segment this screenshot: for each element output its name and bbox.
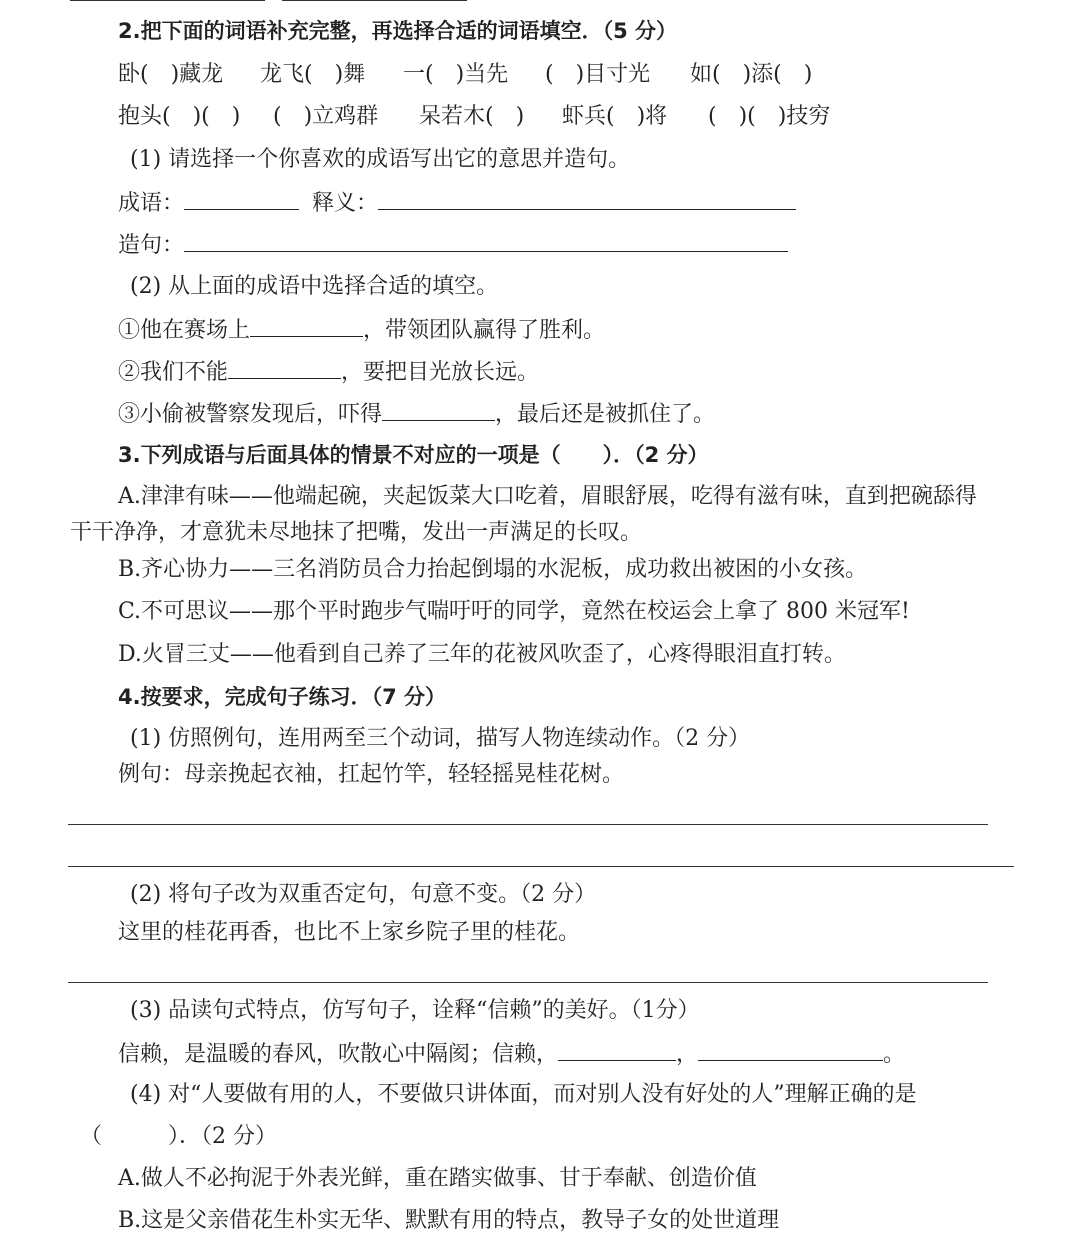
idiom-1-2: 龙飞( )舞 — [260, 62, 366, 87]
idiom-1-1: 卧( )藏龙 — [118, 62, 224, 87]
q2-fill-2 — [118, 356, 539, 388]
q4-sub4-tail: （ ）．（2 分） — [80, 1124, 277, 1149]
idiom-1-4: ( )目寸光 — [545, 62, 651, 87]
fill-2-suffix: ，要把目光放长远。 — [341, 360, 540, 385]
idiom-2-3: 呆若木( ) — [419, 104, 525, 129]
fill-2-prefix: ②我们不能 — [118, 360, 229, 385]
q4-example: 例句：母亲挽起衣袖，扛起竹竿，轻轻摇晃桂花树。 — [118, 762, 625, 787]
q4-option-a: A.做人不必拘泥于外表光鲜，重在踏实做事、甘于奉献、创造价值 — [118, 1166, 757, 1191]
sentence-answer-blank[interactable] — [184, 229, 788, 252]
q3-title: 3.下列成语与后面具体的情景不对应的一项是（ ）．（2 分） — [118, 443, 709, 467]
fill-1-prefix: ①他在赛场上 — [118, 318, 251, 343]
q4-sub2: (2) 将句子改为双重否定句，句意不变。（2 分） — [130, 882, 597, 907]
sentence-label: 造句： — [118, 233, 185, 258]
fill-1-blank[interactable] — [250, 314, 363, 337]
idiom-2-4: 虾兵( )将 — [562, 104, 668, 129]
idiom-2-1: 抱头( )( ) — [118, 104, 241, 129]
top-rule-right — [282, 0, 467, 1]
meaning-label: 释义： — [312, 191, 379, 216]
fill-3-prefix: ③小偷被警察发现后，吓得 — [118, 402, 383, 427]
q2-idioms-row2 — [118, 102, 830, 132]
idiom-answer-blank[interactable] — [184, 187, 299, 210]
fill-3-blank[interactable] — [382, 398, 495, 421]
q3-option-a-line1: A.津津有味——他端起碗，夹起饭菜大口吃着，眉眼舒展，吃得有滋有味，直到把碗舔得 — [118, 484, 977, 509]
q3-option-a-line2: 干干净净，才意犹未尽地抹了把嘴，发出一声满足的长叹。 — [70, 520, 643, 545]
trust-blank-2[interactable] — [698, 1038, 883, 1061]
q4-sub3: (3) 品读句式特点，仿写句子，诠释“信赖”的美好。（1分） — [130, 998, 700, 1023]
trust-blank-1[interactable] — [558, 1038, 676, 1061]
meaning-answer-blank[interactable] — [378, 187, 796, 210]
q4-sub4: (4) 对“人要做有用的人，不要做只讲体面，而对别人没有好处的人”理解正确的是 — [130, 1082, 917, 1107]
idiom-meaning-line — [118, 187, 796, 219]
q2-sub1: (1) 请选择一个你喜欢的成语写出它的意思并造句。 — [130, 147, 631, 172]
idiom-2-2: ( )立鸡群 — [273, 104, 379, 129]
q4-answer-line-2[interactable] — [68, 866, 1014, 867]
trust-prefix: 信赖，是温暖的春风，吹散心中隔阂；信赖， — [118, 1042, 559, 1067]
fill-2-blank[interactable] — [228, 356, 341, 379]
q2-idioms-row1 — [118, 60, 812, 90]
make-sentence-line — [118, 229, 788, 261]
q2-fill-1 — [118, 314, 605, 346]
idiom-1-3: 一( )当先 — [403, 62, 509, 87]
q4-answer-line-3[interactable] — [68, 982, 988, 983]
idiom-1-5: 如( )添( ) — [690, 62, 813, 87]
q2-title: 2.把下面的词语补充完整，再选择合适的词语填空．（5 分） — [118, 19, 678, 43]
idiom-label: 成语： — [118, 191, 185, 216]
idiom-2-5: ( )( )技穷 — [708, 104, 831, 129]
q4-option-b: B.这是父亲借花生朴实无华、默默有用的特点，教导子女的处世道理 — [118, 1208, 780, 1233]
q2-sub2: (2) 从上面的成语中选择合适的填空。 — [130, 274, 499, 299]
trust-period: 。 — [883, 1042, 906, 1067]
q4-sentence2: 这里的桂花再香，也比不上家乡院子里的桂花。 — [118, 920, 581, 945]
q2-fill-3 — [118, 398, 715, 430]
q4-answer-line-1[interactable] — [68, 824, 988, 825]
q4-trust-line — [118, 1038, 905, 1070]
q4-sub1: (1) 仿照例句，连用两至三个动词，描写人物连续动作。（2 分） — [130, 726, 751, 751]
fill-1-suffix: ，带领团队赢得了胜利。 — [363, 318, 606, 343]
q3-option-b: B.齐心协力——三名消防员合力抬起倒塌的水泥板，成功救出被困的小女孩。 — [118, 557, 868, 582]
q4-title: 4.按要求，完成句子练习．（7 分） — [118, 685, 447, 709]
trust-comma: ， — [676, 1042, 699, 1067]
top-rule-left — [70, 0, 265, 1]
q3-option-c: C.不可思议——那个平时跑步气喘吁吁的同学，竟然在校运会上拿了 800 米冠军! — [118, 599, 910, 624]
fill-3-suffix: ，最后还是被抓住了。 — [495, 402, 716, 427]
q3-option-d: D.火冒三丈——他看到自己养了三年的花被风吹歪了，心疼得眼泪直打转。 — [118, 642, 846, 667]
